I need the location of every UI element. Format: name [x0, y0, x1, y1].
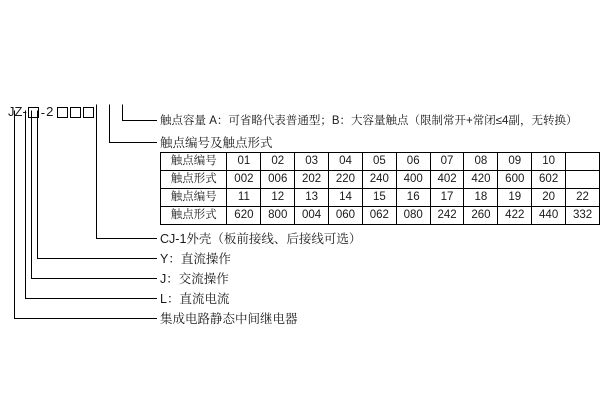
- row-label: 触点编号: [161, 189, 227, 207]
- row-label: 触点编号: [161, 153, 227, 171]
- table-cell: 13: [295, 189, 329, 207]
- table-cell: 03: [295, 153, 329, 171]
- model-code-series-digit: 2: [46, 104, 54, 119]
- table-cell: 14: [329, 189, 363, 207]
- table-cell: 22: [566, 189, 600, 207]
- table-cell: 19: [498, 189, 532, 207]
- table-cell: [566, 153, 600, 171]
- table-cell: 07: [430, 153, 464, 171]
- table-row: [161, 171, 600, 189]
- table-cell: 17: [430, 189, 464, 207]
- annotation-contact-number-form: 触点编号及触点形式: [160, 136, 273, 150]
- contact-table: [160, 152, 600, 225]
- table-cell: 440: [532, 207, 566, 225]
- table-cell: 20: [532, 189, 566, 207]
- table-cell: 240: [362, 171, 396, 189]
- table-cell: 400: [396, 171, 430, 189]
- annotation-enclosure: CJ-1外壳（板前接线、后接线可选）: [160, 232, 362, 246]
- annotation-product-name: 集成电路静态中间继电器: [160, 312, 298, 326]
- table-cell: 18: [464, 189, 498, 207]
- table-cell: 800: [261, 207, 295, 225]
- table-row: [161, 189, 600, 207]
- table-cell: 420: [464, 171, 498, 189]
- model-code-box-2: [57, 107, 68, 118]
- table-row: [161, 207, 600, 225]
- model-code-box-3: [70, 107, 81, 118]
- model-code-separator: -: [40, 104, 46, 120]
- model-code-box-1: [28, 107, 39, 118]
- table-cell: 002: [227, 171, 261, 189]
- table-cell: 220: [329, 171, 363, 189]
- annotation-l-line: L：直流电流: [160, 292, 230, 306]
- table-cell: 062: [362, 207, 396, 225]
- annotation-contact-capacity: 触点容量 A：可省略代表普通型；B：大容量触点（限制常开+常闭≤4副，无转换）: [160, 115, 578, 127]
- table-cell: 05: [362, 153, 396, 171]
- table-cell: 080: [396, 207, 430, 225]
- table-cell: 202: [295, 171, 329, 189]
- table-cell: 16: [396, 189, 430, 207]
- table-cell: 10: [532, 153, 566, 171]
- table-cell: 242: [430, 207, 464, 225]
- table-cell: [566, 171, 600, 189]
- table-cell: 006: [261, 171, 295, 189]
- table-cell: 04: [329, 153, 363, 171]
- table-cell: 15: [362, 189, 396, 207]
- table-cell: 602: [532, 171, 566, 189]
- table-cell: 11: [227, 189, 261, 207]
- table-cell: 600: [498, 171, 532, 189]
- model-code-prefix: JZ-: [8, 104, 27, 119]
- table-cell: 620: [227, 207, 261, 225]
- table-cell: 004: [295, 207, 329, 225]
- model-code: [8, 104, 95, 120]
- table-cell: 332: [566, 207, 600, 225]
- table-cell: 02: [261, 153, 295, 171]
- table-cell: 08: [464, 153, 498, 171]
- table-cell: 01: [227, 153, 261, 171]
- table-cell: 060: [329, 207, 363, 225]
- row-label: 触点形式: [161, 207, 227, 225]
- table-cell: 09: [498, 153, 532, 171]
- model-code-box-4: [83, 107, 94, 118]
- table-cell: 402: [430, 171, 464, 189]
- table-cell: 06: [396, 153, 430, 171]
- table-cell: 260: [464, 207, 498, 225]
- annotation-j-line: J：交流操作: [160, 272, 229, 286]
- contact-table-wrapper: [160, 152, 600, 225]
- table-row: [161, 153, 600, 171]
- table-cell: 12: [261, 189, 295, 207]
- table-cell: 422: [498, 207, 532, 225]
- annotation-y-line: Y：直流操作: [160, 252, 231, 266]
- row-label: 触点形式: [161, 171, 227, 189]
